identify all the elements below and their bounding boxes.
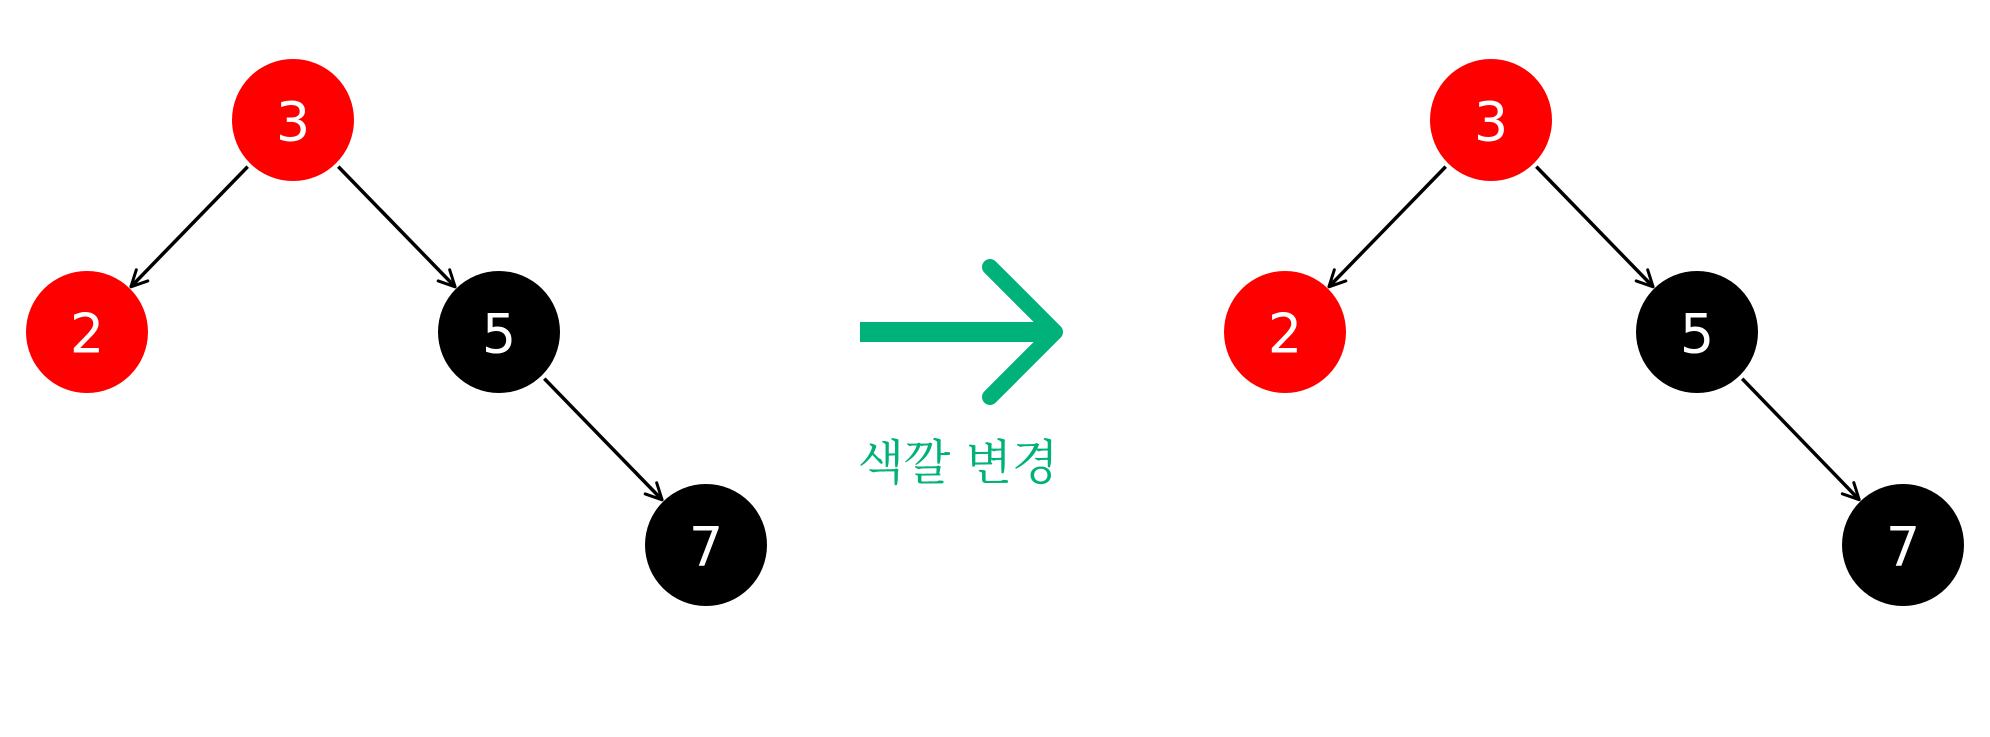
tree-node-2 bbox=[1224, 271, 1346, 393]
tree-edge-3-5 bbox=[1536, 167, 1653, 287]
node-key-label: 2 bbox=[69, 302, 105, 366]
tree-node-3 bbox=[232, 59, 354, 181]
node-key-label: 2 bbox=[1267, 302, 1303, 366]
transition-caption: 색깔 변경 bbox=[857, 435, 1059, 491]
after-tree bbox=[1224, 59, 1964, 606]
node-key-label: 3 bbox=[275, 90, 311, 154]
tree-edge-3-5 bbox=[338, 167, 455, 287]
tree-edge-3-2 bbox=[131, 167, 248, 287]
before-tree bbox=[26, 59, 767, 606]
tree-node-7 bbox=[645, 484, 767, 606]
tree-node-5 bbox=[1636, 271, 1758, 393]
tree-edge-3-2 bbox=[1329, 167, 1446, 287]
transition-arrow bbox=[860, 267, 1055, 397]
tree-edge-5-7 bbox=[544, 379, 662, 500]
tree-node-3 bbox=[1430, 59, 1552, 181]
node-key-label: 5 bbox=[481, 302, 517, 366]
tree-node-5 bbox=[438, 271, 560, 393]
node-key-label: 5 bbox=[1679, 302, 1715, 366]
node-key-label: 3 bbox=[1473, 90, 1509, 154]
tree-node-7 bbox=[1842, 484, 1964, 606]
node-key-label: 7 bbox=[688, 515, 724, 579]
node-key-label: 7 bbox=[1885, 515, 1921, 579]
tree-node-2 bbox=[26, 271, 148, 393]
tree-edge-5-7 bbox=[1742, 379, 1859, 500]
